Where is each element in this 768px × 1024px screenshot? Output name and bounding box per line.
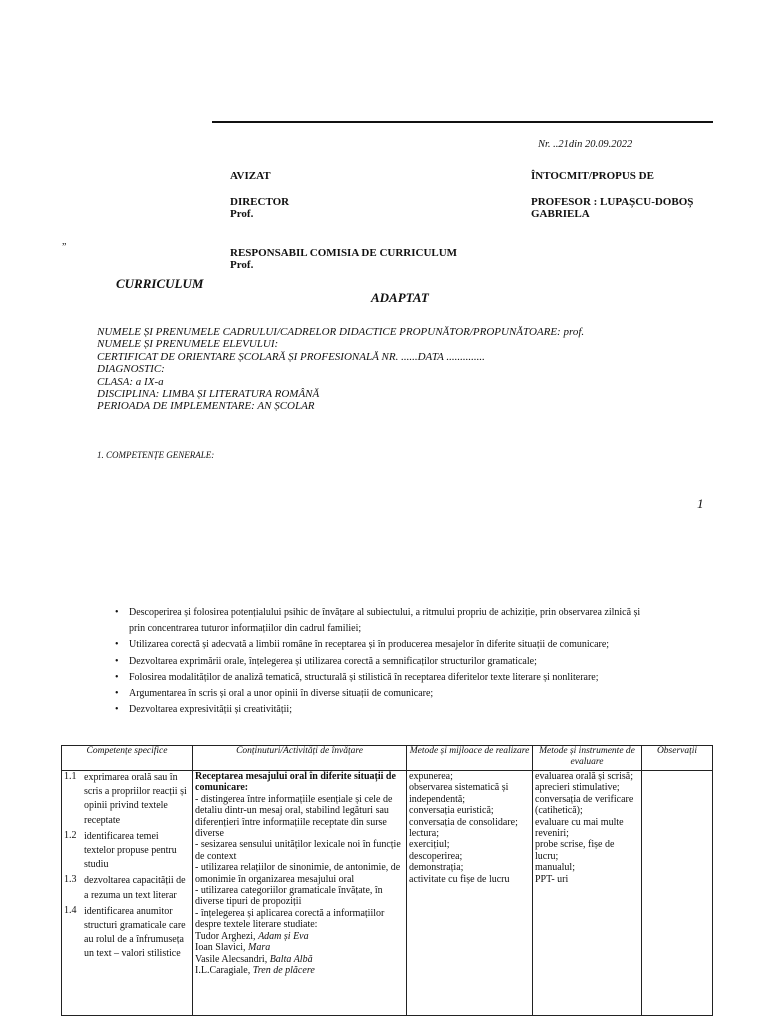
list-item: • Dezvoltarea expresivității și creativității;	[112, 702, 712, 718]
metoda-item: exercițiul;	[409, 839, 450, 851]
continuturi-heading: Receptarea mesajului oral în diferite situații de comunicare:	[195, 771, 396, 794]
competente-generale-list	[112, 605, 712, 718]
metoda-item: descoperirea;	[409, 850, 463, 862]
col-header-metode-realizare: Metode și mijloace de realizare	[407, 746, 533, 771]
director-prof-label: Prof.	[230, 208, 254, 220]
table-header-row	[62, 746, 713, 771]
literary-author: Vasile Alecsandri,	[195, 953, 270, 965]
literary-title: Tren de plăcere	[252, 964, 315, 976]
table-row	[62, 771, 713, 1016]
literary-title: Adam și Eva	[258, 930, 309, 942]
continuturi-item: - utilizarea categoriilor gramaticale învățate, în diverse tipuri de propoziții	[195, 885, 383, 908]
page-number: 1	[697, 496, 704, 511]
student-info-block	[97, 326, 584, 413]
metoda-item: conversația euristică;	[409, 805, 494, 817]
col-header-observatii: Observații	[642, 746, 713, 771]
evaluare-item: conversația de verificare (catihetică);	[535, 793, 634, 817]
list-item: • Folosirea modalităților de analiză tematică, structurală și stilistică în receptarea diferitelor texte literare și nonliterare;	[112, 670, 712, 686]
literary-author: I.L.Caragiale,	[195, 964, 253, 976]
competenta-item	[64, 771, 190, 828]
competenta-number: 1.4	[64, 904, 77, 916]
director-label: DIRECTOR	[230, 196, 290, 208]
literary-text	[195, 942, 404, 953]
info-line-perioada: PERIOADA DE IMPLEMENTARE: AN ȘCOLAR	[97, 400, 315, 413]
competenta-number: 1.1	[64, 771, 77, 782]
info-line-elev: NUMELE ȘI PRENUMELE ELEVULUI:	[97, 338, 279, 351]
metoda-item: activitate cu fișe de lucru	[409, 873, 510, 885]
curriculum-table	[61, 745, 713, 1016]
literary-text	[195, 954, 404, 965]
cell-observatii	[642, 771, 713, 1016]
competenta-text: identificarea temei textelor propuse pentru studiu	[84, 830, 177, 871]
competenta-text: identificarea anumitor structuri gramaticale care au rolul de a înfrumuseța un text – valori stilistice	[84, 905, 186, 960]
profesor-name-line2: GABRIELA	[531, 208, 590, 220]
col-header-metode-evaluare: Metode și instrumente de evaluare	[533, 746, 642, 771]
continuturi-item: - distingerea între informațiile esențiale și cele de detaliu dintr-un mesaj oral, stabilind legături sau diferențieri între informațiile receptate din surse diverse	[195, 793, 393, 840]
info-line-disciplina: DISCIPLINA: LIMBA ȘI LITERATURA ROMÂNĂ	[97, 388, 320, 401]
competenta-item	[64, 830, 190, 873]
continuation-text: prin concentrarea tuturor informațiilor din cadrul familiei;	[129, 623, 362, 635]
cell-metode-evaluare	[533, 771, 642, 1016]
metoda-item: lectura;	[409, 828, 439, 840]
competenta-item	[64, 874, 190, 902]
avizat-label: AVIZAT	[230, 170, 271, 182]
info-line-diagnostic: DIAGNOSTIC:	[97, 363, 165, 376]
continuturi-item: - sesizarea sensului unităților lexicale noi în funcție de context	[195, 839, 401, 862]
evaluare-item: probe scrise, fișe de lucru;	[535, 839, 615, 862]
col-header-continuturi: Conținuturi/Activități de învățare	[193, 746, 407, 771]
competenta-text: dezvoltarea capacității de a rezuma un text literar	[84, 875, 186, 901]
info-line-clasa: CLASA: a IX-a	[97, 375, 164, 388]
responsabil-label: RESPONSABIL COMISIA DE CURRICULUM	[230, 247, 458, 259]
intocmit-label: ÎNTOCMIT/PROPUS DE	[531, 170, 654, 182]
document-number: Nr. ..21din 20.09.2022	[538, 139, 633, 150]
cell-metode-realizare	[407, 771, 533, 1016]
evaluare-item: evaluare cu mai multe reveniri;	[535, 816, 624, 840]
list-item: • Dezvoltarea exprimării orale, înțelegerea și utilizarea corectă a semnificaților structurilor gramaticale;	[112, 654, 712, 670]
header-rule	[212, 121, 713, 123]
literary-author: Tudor Arghezi,	[195, 930, 259, 942]
responsabil-prof-label: Prof.	[230, 259, 254, 271]
list-item-continuation	[112, 621, 712, 637]
info-line-certificat: CERTIFICAT DE ORIENTARE ȘCOLARĂ ȘI PROFESIONALĂ NR. ......DATA ..............	[97, 350, 485, 363]
competenta-number: 1.3	[64, 874, 77, 886]
title-adaptat: ADAPTAT	[371, 290, 429, 305]
cell-competente	[62, 771, 193, 1016]
col-header-competente: Competențe specifice	[62, 746, 193, 771]
metoda-item: expunerea;	[409, 771, 453, 782]
literary-text	[195, 931, 404, 942]
literary-title: Mara	[248, 942, 271, 954]
title-curriculum: CURRICULUM	[116, 276, 204, 291]
list-item: • Argumentarea în scris și oral a unor opinii în diverse situații de comunicare;	[112, 686, 712, 702]
evaluare-item: PPT- uri	[535, 873, 569, 885]
section-competente-generale: 1. COMPETENȚE GENERALE:	[97, 450, 215, 460]
literary-text	[195, 965, 404, 976]
info-line-cadre: NUMELE ȘI PRENUMELE CADRULUI/CADRELOR DIDACTICE PROPUNĂTOR/PROPUNĂTOARE: prof.	[97, 326, 585, 338]
cell-continuturi	[193, 771, 407, 1016]
evaluare-item: evaluarea orală și scrisă;	[535, 771, 634, 782]
evaluare-item: aprecieri stimulative;	[535, 782, 620, 794]
list-item: • Descoperirea și folosirea potențialului psihic de învățare al subiectului, a ritmului propriu de achiziție, prin observarea zilnică și	[112, 605, 712, 621]
literary-title: Balta Albă	[269, 953, 313, 965]
continuturi-item: - înțelegerea și aplicarea corectă a informațiilor despre textele literare studiate:	[195, 907, 385, 931]
literary-author: Ioan Slavici,	[195, 942, 249, 954]
metoda-item: observarea sistematică și independentă;	[409, 782, 509, 805]
quote-mark: „	[62, 236, 67, 247]
list-item: • Utilizarea corectă și adecvată a limbii române în receptarea și în producerea mesajelor în diferite situații de comunicare;	[112, 637, 712, 653]
metoda-item: demonstrația;	[409, 862, 464, 874]
competenta-text: exprimarea orală sau în scris a propriilor reacții și opinii privind textele receptate	[84, 772, 187, 826]
profesor-name-line1: PROFESOR : LUPAȘCU-DOBOȘ	[531, 196, 694, 208]
metoda-item: conversația de consolidare;	[409, 816, 518, 828]
competenta-item	[64, 905, 190, 962]
evaluare-item: manualul;	[535, 862, 575, 874]
competenta-number: 1.2	[64, 829, 77, 841]
continuturi-item: - utilizarea relațiilor de sinonimie, de antonimie, de omonimie în organizarea mesajului oral	[195, 862, 401, 885]
